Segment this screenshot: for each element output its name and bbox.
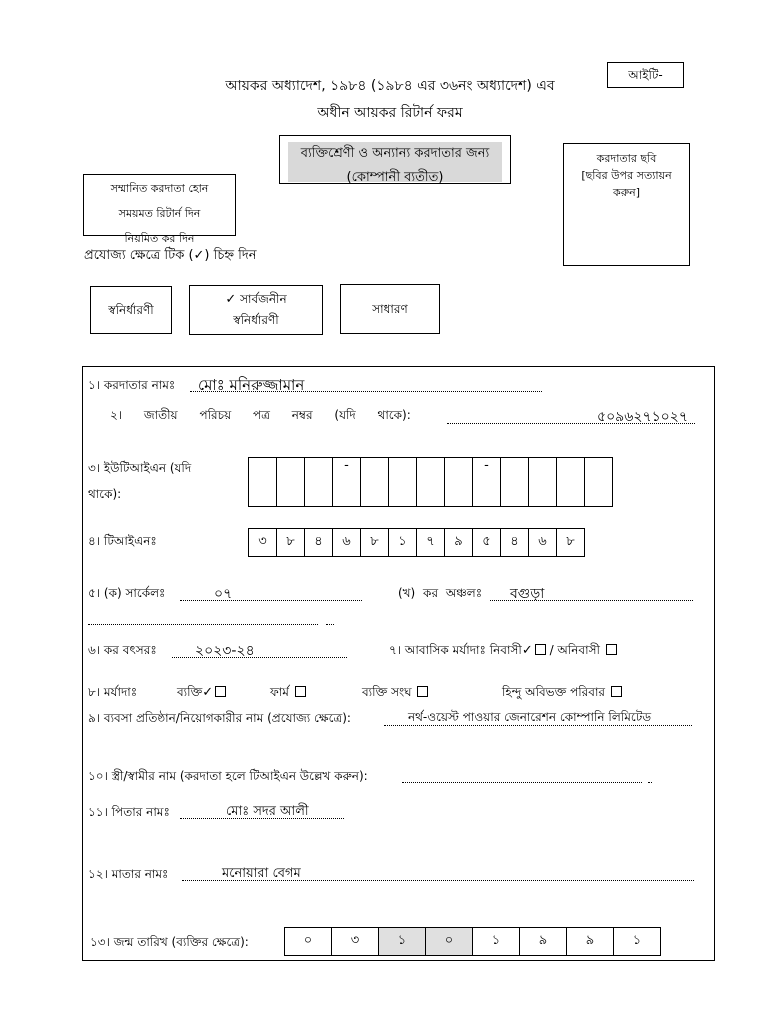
option-normal[interactable] [340, 284, 440, 334]
photo-label-line1: করদাতার ছবি [596, 152, 657, 165]
photo-label-line2: [ছবির উপর সত্যায়ন [581, 169, 672, 182]
utin-cell[interactable] [248, 457, 277, 507]
tax-year-label: ৬। কর বৎসরঃ [88, 643, 157, 657]
taxpayer-name-line [190, 391, 542, 392]
utin-cell[interactable] [444, 457, 473, 507]
birth-date-cell[interactable]: ৯ [519, 927, 567, 956]
notice-box [83, 174, 236, 245]
notice-line1: সম্মানিত করদাতা হোন [110, 182, 209, 195]
father-name-value[interactable]: মোঃ সদর আলী [226, 804, 309, 819]
utin-cell[interactable] [276, 457, 305, 507]
residential-status [389, 642, 617, 662]
tin-cell[interactable]: ১ [388, 528, 417, 557]
option-universal-self-assessment[interactable] [189, 285, 323, 335]
tick-instruction: প্রযোজ্য ক্ষেত্রে টিক (✓) চিহ্ন দিন [84, 248, 257, 263]
form-code-box [607, 62, 684, 88]
resident-tick-mark: ✓ [521, 643, 533, 658]
spouse-name-line-end [648, 782, 652, 783]
tax-year-line [172, 657, 347, 658]
tin-cell[interactable]: ৩ [248, 528, 277, 557]
status-individual [177, 684, 226, 704]
nid-value[interactable]: ৫০৯৬২৭১০২৭ [597, 409, 688, 425]
nid-line [447, 423, 695, 424]
resident-label: নিবাসী [489, 643, 522, 657]
tin-label: ৪। টিআইএনঃ [88, 534, 157, 548]
option-self-assessment[interactable] [90, 286, 172, 334]
resident-checkbox[interactable] [535, 644, 546, 655]
circle-value[interactable]: ০৭ [214, 586, 233, 602]
circle-line [180, 600, 362, 601]
tin-cell[interactable]: ৬ [332, 528, 361, 557]
option-normal-label: সাধারণ [372, 302, 408, 316]
status-firm [270, 684, 306, 704]
individual-tick-mark: ✓ [202, 685, 214, 700]
taxpayer-photo-box[interactable] [563, 143, 690, 266]
status-association [362, 684, 428, 704]
utin-cell[interactable] [388, 457, 417, 507]
association-label: ব্যক্তি সংঘ [362, 685, 412, 699]
residential-status-label: ৭। আবাসিক মর্যাদাঃ [389, 643, 486, 657]
employer-name-line [384, 725, 692, 726]
father-name-label: ১১। পিতার নামঃ [88, 805, 170, 819]
subtitle-line1: ব্যক্তিশ্রেণী ও অন্যান্য করদাতার জন্য [300, 146, 490, 161]
status-label: ৮। মর্যাদাঃ [88, 685, 138, 699]
non-resident-label: / অনিবাসী [549, 643, 600, 657]
circle-extra-line [88, 624, 318, 625]
form-title-line2: অধীন আয়কর রিটার্ন ফরম [317, 105, 463, 121]
subtitle-box [279, 135, 511, 184]
tin-cell[interactable]: ৭ [416, 528, 445, 557]
tin-cell[interactable]: ৮ [360, 528, 389, 557]
utin-separator-cell: - [472, 457, 501, 507]
birth-date-cell[interactable]: ১ [613, 927, 661, 956]
tax-zone-label: (খ) কর অঞ্চলঃ [398, 586, 483, 600]
firm-checkbox[interactable] [295, 686, 306, 697]
notice-line2: সময়মত রিটার্ন দিন [118, 207, 201, 220]
tin-cell[interactable]: ৬ [528, 528, 557, 557]
employer-name-label: ৯। ব্যবসা প্রতিষ্ঠান/নিয়োগকারীর নাম (প্রযোজ্য ক্ষেত্রে): [88, 711, 351, 725]
utin-cell[interactable] [500, 457, 529, 507]
spouse-name-line[interactable] [402, 782, 642, 783]
firm-label: ফার্ম [270, 685, 289, 699]
tax-zone-line [490, 600, 693, 601]
individual-checkbox[interactable] [215, 686, 226, 697]
birth-date-cell[interactable]: ১ [472, 927, 520, 956]
tin-cell[interactable]: ৪ [304, 528, 333, 557]
circle-label: ৫। (ক) সার্কেলঃ [88, 586, 166, 600]
tin-cells[interactable] [248, 528, 585, 557]
universal-label-line2: স্বনির্ধারণী [233, 313, 279, 327]
birth-date-cell[interactable]: ১ [378, 927, 426, 956]
form-title-line1: আয়কর অধ্যাদেশ, ১৯৮৪ (১৯৮৪ এর ৩৬নং অধ্যাদেশ) এব [225, 78, 555, 94]
utin-label-line2: থাকে): [88, 487, 122, 501]
main-form-frame [82, 366, 715, 961]
form-code: আইটি- [628, 68, 663, 82]
tax-zone-value[interactable]: বগুড়া [510, 586, 545, 602]
status-huf [502, 684, 622, 704]
individual-label: ব্যক্তি [177, 685, 203, 699]
utin-cell[interactable] [584, 457, 613, 507]
tax-year-value[interactable]: ২০২৩-২৪ [195, 643, 255, 659]
mother-name-line [182, 880, 694, 881]
tin-cell[interactable]: ৯ [444, 528, 473, 557]
utin-cell[interactable] [556, 457, 585, 507]
circle-extra-line-end [326, 624, 334, 625]
tin-cell[interactable]: ৮ [556, 528, 585, 557]
utin-label-line1: ৩। ইউটিআইএন (যদি [88, 461, 192, 475]
father-name-line [180, 818, 344, 819]
subtitle-line2: (কোম্পানী ব্যতীত) [346, 170, 444, 185]
notice-line3: নিয়মিত কর দিন [124, 232, 195, 245]
huf-label: হিন্দু অবিভক্ত পরিবার [502, 685, 606, 699]
association-checkbox[interactable] [417, 686, 428, 697]
option-self-assessment-label: স্বনির্ধারণী [108, 303, 154, 317]
mother-name-label: ১২। মাতার নামঃ [88, 867, 169, 881]
utin-cell[interactable] [360, 457, 389, 507]
taxpayer-name-value[interactable]: মোঃ মনিরুজ্জামান [198, 376, 305, 394]
birth-date-cells[interactable] [284, 927, 661, 956]
birth-date-cell[interactable]: ৩ [331, 927, 379, 956]
birth-date-cell[interactable]: ০ [425, 927, 473, 956]
universal-label-line1: সার্বজনীন [240, 292, 287, 306]
utin-separator-cell: - [332, 457, 361, 507]
utin-cells[interactable] [248, 457, 613, 507]
nid-label: ২। জাতীয় পরিচয় পত্র নম্বর (যদি থাকে): [110, 408, 411, 422]
birth-date-cell[interactable]: ০ [284, 927, 332, 956]
huf-checkbox[interactable] [611, 686, 622, 697]
tin-cell[interactable]: ৪ [500, 528, 529, 557]
birth-date-cell[interactable]: ৯ [566, 927, 614, 956]
non-resident-checkbox[interactable] [606, 644, 617, 655]
employer-name-value[interactable]: নর্থ-ওয়েস্ট পাওয়ার জেনারেশন কোম্পানি লিমিটেড [408, 710, 652, 724]
tin-cell[interactable]: ৫ [472, 528, 501, 557]
spouse-name-label: ১০। স্ত্রী/স্বামীর নাম (করদাতা হলে টিআইএন উল্লেখ করুন): [88, 769, 368, 783]
photo-label-line3: করুন] [613, 186, 640, 199]
utin-cell[interactable] [416, 457, 445, 507]
tin-cell[interactable]: ৮ [276, 528, 305, 557]
mother-name-value[interactable]: মনোয়ারা বেগম [222, 866, 301, 881]
utin-cell[interactable] [304, 457, 333, 507]
taxpayer-name-label: ১। করদাতার নামঃ [88, 378, 176, 392]
utin-cell[interactable] [528, 457, 557, 507]
birth-date-label: ১৩। জন্ম তারিখ (ব্যক্তির ক্ষেত্রে): [90, 935, 249, 949]
universal-tick-mark: ✓ [225, 292, 237, 307]
